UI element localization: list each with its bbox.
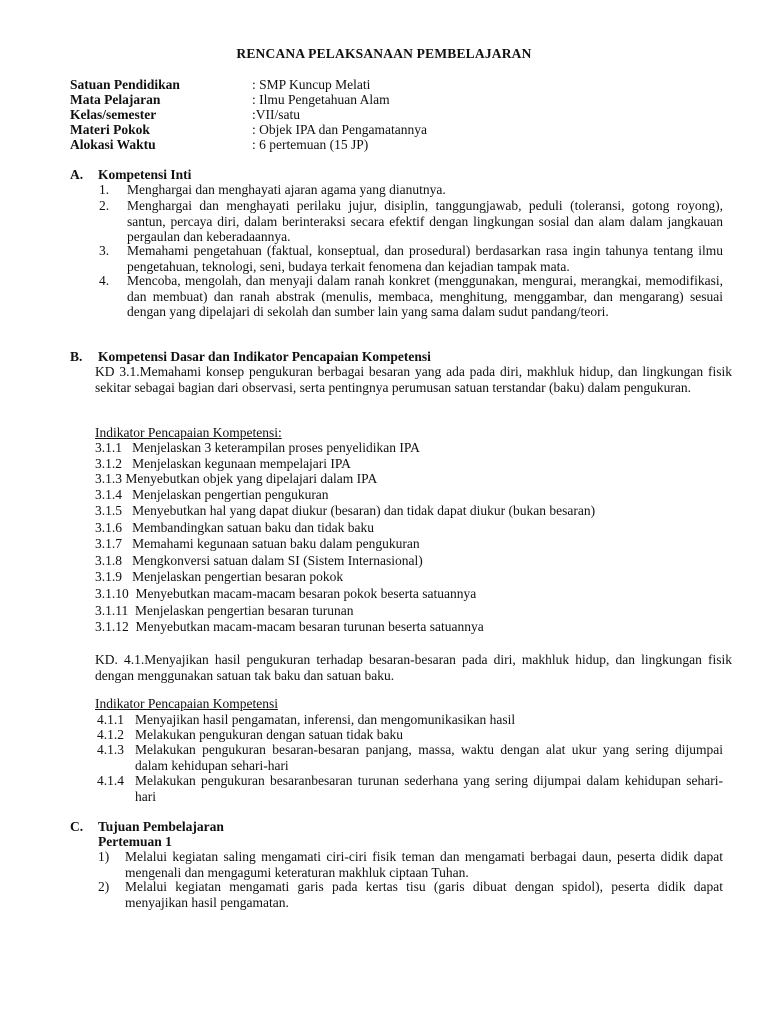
identity-label: Satuan Pendidikan — [70, 77, 180, 92]
indicator-number: 4.1.1 — [97, 712, 124, 727]
indicator-item: 3.1.7 Memahami kegunaan satuan baku dalam pengukuran — [95, 536, 420, 551]
indicator-item: 3.1.4 Menjelaskan pengertian pengukuran — [95, 487, 329, 502]
indicator-text: Melakukan pengukuran besaranbesaran turunan sederhana yang sering dijumpai dalam kehidupan sehari-hari — [135, 773, 723, 804]
section-c-heading — [70, 819, 224, 835]
identity-label: Alokasi Waktu — [70, 137, 156, 152]
list-item-text: Mencoba, mengolah, dan menyaji dalam ranah konkret (menggunakan, mengurai, merangkai, memodifikasi, dan membuat) dan ranah abstrak (menulis, membaca, menghitung, menggambar, dan mengarang) sesuai dengan yang dipelajari di sekolah dan sumber lain yang sama dalam sudut pandang/teori. — [127, 273, 723, 319]
indicator-number: 4.1.3 — [97, 742, 124, 757]
list-item-number: 1) — [98, 849, 110, 864]
indicator-item: 3.1.9 Menjelaskan pengertian besaran pokok — [95, 569, 344, 584]
indicator-item: 3.1.11 Menjelaskan pengertian besaran turunan — [95, 603, 354, 618]
section-title: Kompetensi Inti — [98, 167, 192, 182]
indicator-item: 3.1.6 Membandingkan satuan baku dan tidak baku — [95, 520, 374, 535]
list-item-text: Menghargai dan menghayati perilaku jujur, disiplin, tanggungjawab, peduli (toleransi, gotong royong), santun, percaya diri, dalam berinteraksi secara efektif dengan lingkungan sosial dan alam dalam jangkauan pergaulan dan keberadaannya. — [127, 198, 723, 244]
list-item-text: Melalui kegiatan saling mengamati ciri-ciri fisik teman dan mengamati berbagai daun, peserta didik dapat mengenali dan mengagumi keteraturan makhluk ciptaan Tuhan. — [125, 849, 723, 880]
indicator-text: Menyajikan hasil pengamatan, inferensi, dan mengomunikasikan hasil — [135, 712, 516, 727]
identity-value: : Ilmu Pengetahuan Alam — [252, 92, 390, 107]
list-item-text: Menghargai dan menghayati ajaran agama yang dianutnya. — [127, 182, 446, 197]
identity-value: : 6 pertemuan (15 JP) — [252, 137, 369, 152]
indicator-item: 3.1.10 Menyebutkan macam-macam besaran pokok beserta satuannya — [95, 586, 477, 601]
list-item-number: 1. — [99, 182, 110, 197]
identity-row — [70, 137, 368, 152]
identity-label: Kelas/semester — [70, 107, 157, 122]
identity-row — [70, 107, 300, 122]
identity-label: Materi Pokok — [70, 122, 150, 137]
indicator-item: 3.1.8 Mengkonversi satuan dalam SI (Sistem Internasional) — [95, 553, 423, 568]
indicator-text: Melakukan pengukuran besaran-besaran panjang, massa, waktu dengan alat ukur yang sering dijumpai dalam kehidupan sehari-hari — [135, 742, 723, 773]
list-item-number: 2. — [99, 198, 110, 213]
section-a-heading — [70, 167, 191, 183]
identity-value: : SMP Kuncup Melati — [252, 77, 371, 92]
kd-3-1-paragraph: KD 3.1.Memahami konsep pengukuran berbagai besaran yang ada pada diri, makhluk hidup, dan lingkungan fisik sekitar sebagai bagian dari observasi, serta pentingnya perumusan satuan terstandar (baku) dalam pengukuran. — [95, 364, 732, 395]
page-title: RENCANA PELAKSANAAN PEMBELAJARAN — [236, 46, 532, 61]
list-item-number: 4. — [99, 273, 110, 288]
identity-row — [70, 92, 390, 107]
indicator-item: 3.1.5 Menyebutkan hal yang dapat diukur (besaran) dan tidak dapat diukur (bukan besaran) — [95, 503, 596, 518]
identity-row — [70, 122, 427, 137]
list-item-number: 3. — [99, 243, 110, 258]
identity-value: : Objek IPA dan Pengamatannya — [252, 122, 427, 137]
identity-row — [70, 77, 370, 92]
indicator-item: 3.1.1 Menjelaskan 3 keterampilan proses penyelidikan IPA — [95, 440, 420, 455]
indicator-text: Melakukan pengukuran dengan satuan tidak baku — [135, 727, 404, 742]
indicator-item: 3.1.2 Menjelaskan kegunaan mempelajari IPA — [95, 456, 351, 471]
meeting-subheading: Pertemuan 1 — [98, 834, 172, 849]
indicator-item: 3.1.12 Menyebutkan macam-macam besaran turunan beserta satuannya — [95, 619, 484, 634]
section-letter: B. — [70, 349, 83, 364]
list-item-text: Melalui kegiatan mengamati garis pada kertas tisu (garis dibuat dengan spidol), peserta didik dapat menyajikan hasil pengamatan. — [125, 879, 723, 910]
section-title: Kompetensi Dasar dan Indikator Pencapaian Kompetensi — [98, 349, 431, 364]
identity-value: :VII/satu — [252, 107, 300, 122]
section-b-heading — [70, 349, 431, 365]
indicator-heading: Indikator Pencapaian Kompetensi: — [95, 425, 282, 440]
kd-4-1-paragraph: KD. 4.1.Menyajikan hasil pengukuran terhadap besaran-besaran pada diri, makhluk hidup, dan lingkungan fisik dengan menggunakan satuan tak baku dan satuan baku. — [95, 652, 732, 683]
section-letter: C. — [70, 819, 84, 834]
list-item-number: 2) — [98, 879, 110, 894]
section-title: Tujuan Pembelajaran — [98, 819, 224, 834]
indicator-heading: Indikator Pencapaian Kompetensi — [95, 696, 278, 711]
indicator-item: 3.1.3 Menyebutkan objek yang dipelajari dalam IPA — [95, 471, 378, 486]
identity-label: Mata Pelajaran — [70, 92, 161, 107]
section-letter: A. — [70, 167, 84, 182]
list-item-text: Memahami pengetahuan (faktual, konseptual, dan prosedural) berdasarkan rasa ingin tahunya tentang ilmu pengetahuan, teknologi, seni, budaya terkait fenomena dan kejadian tampak mata. — [127, 243, 723, 274]
indicator-number: 4.1.4 — [97, 773, 124, 788]
indicator-number: 4.1.2 — [97, 727, 124, 742]
